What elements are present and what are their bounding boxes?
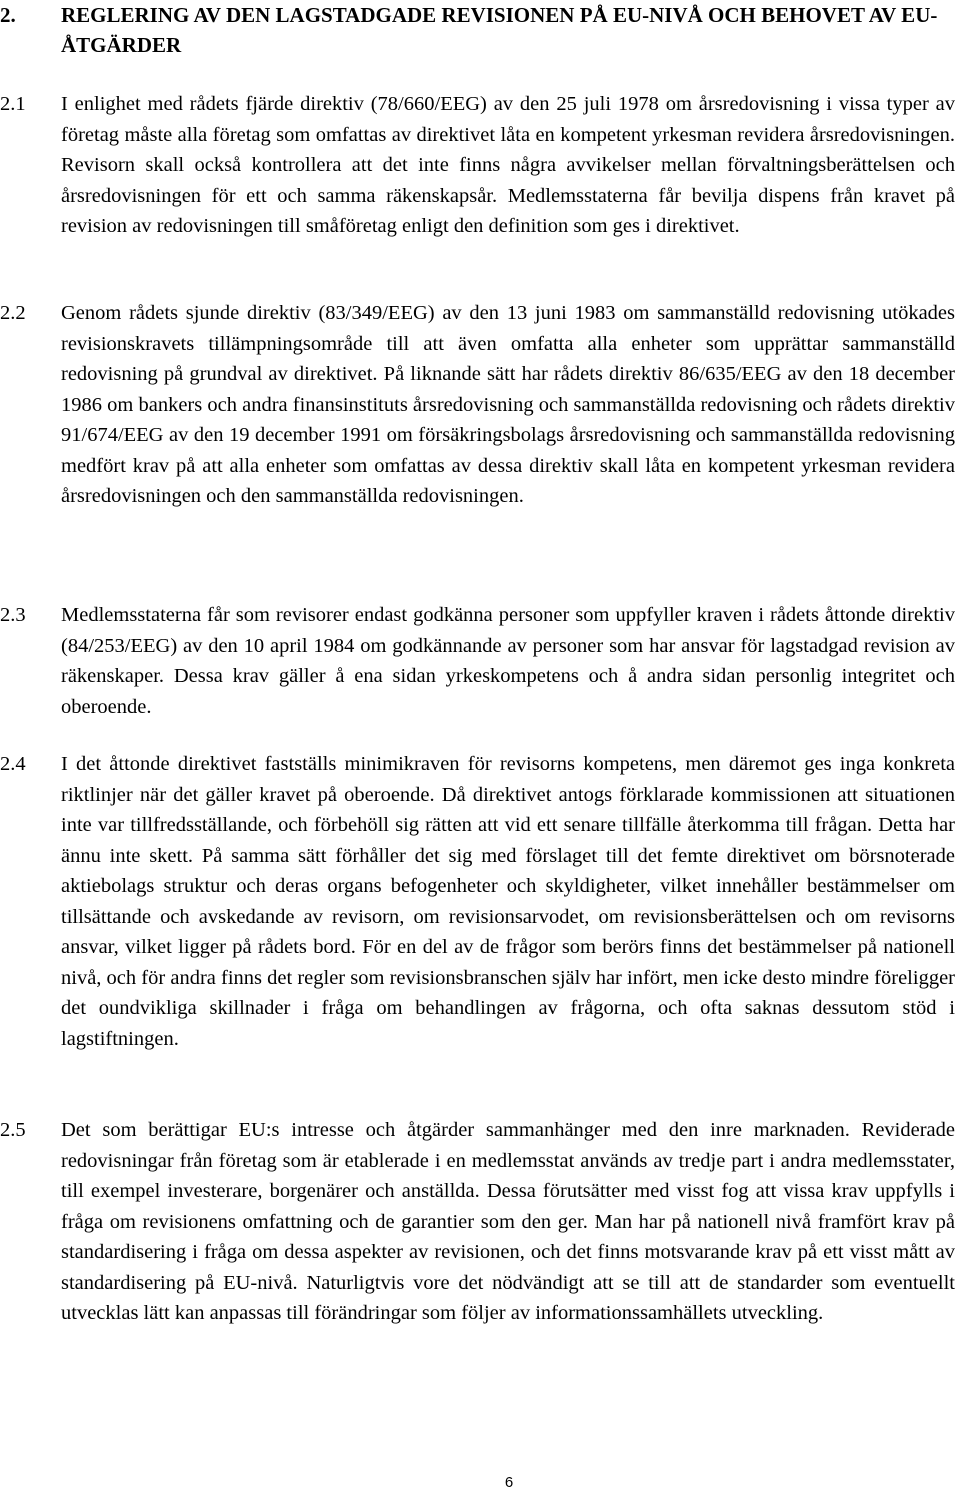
paragraph-number: 2.1	[0, 93, 26, 115]
paragraph-text: Medlemsstaterna får som revisorer endast godkänna personer som uppfyller kraven i rådets åttonde direktiv (84/253/EEG) av den 10 april 1984 om godkännande av personer som har ansvar för lagstadgad revision av räkenskaper. Dessa krav gäller å ena sidan yrkeskompetens och å andra sidan personlig integritet och oberoende.	[61, 604, 955, 718]
page-number: 6	[504, 1474, 514, 1491]
section-heading	[0, 0, 955, 60]
paragraph-2-5	[0, 1115, 955, 1329]
paragraph-number: 2.4	[0, 753, 26, 775]
paragraph-2-3	[0, 600, 955, 722]
paragraph-number: 2.5	[0, 1119, 26, 1141]
paragraph-2-4	[0, 749, 955, 1054]
paragraph-number: 2.2	[0, 302, 26, 324]
paragraph-text: Genom rådets sjunde direktiv (83/349/EEG) av den 13 juni 1983 om sammanställd redovisning utökades revisionskravets tillämpningsområde till att även omfatta alla enheter som upprättar sammanställd redovisning på grundval av direktivet. På liknande sätt har rådets direktiv 86/635/EEG av den 18 december 1986 om bankers och andra finansinstituts årsredovisning och sammanställda redovisning och rådets direktiv 91/674/EEG av den 19 december 1991 om försäkringsbolags årsredovisning och sammanställda redovisning medfört krav på att alla enheter som omfattas av dessa direktiv skall låta en kompetent yrkesman revidera årsredovisningen och den sammanställda redovisningen.	[61, 302, 955, 507]
paragraph-2-1	[0, 89, 955, 242]
paragraph-number: 2.3	[0, 604, 26, 626]
paragraph-text: I det åttonde direktivet fastställs minimikraven för revisorns kompetens, men däremot ges inga konkreta riktlinjer när det gäller kravet på oberoende. Då direktivet antogs förklarade kommissionen att situationen inte var tillfredsställande, och förbehöll sig rätten att vid ett senare tillfälle återkomma till frågan. Detta har ännu inte skett. På samma sätt förhåller det sig med förslaget till det femte direktivet om börsnoterade aktiebolags struktur och deras organs befogenheter och skyldigheter, vilket innehåller bestämmelser om tillsättande och avskedande av revisorn, om revisionsarvodet, om revisionsberättelsen och om revisorns ansvar, vilket ligger på rådets bord. För en del av de frågor som berörs finns det bestämmelser på nationell nivå, och för andra finns det regler som revisionsbranschen själv har infört, men icke desto mindre föreligger det oundvikliga skillnader i fråga om behandlingen av frågorna, och ofta saknas dessutom stöd i lagstiftningen.	[61, 753, 955, 1050]
heading-number: 2.	[0, 3, 16, 27]
paragraph-text: Det som berättigar EU:s intresse och åtgärder sammanhänger med den inre marknaden. Reviderade redovisningar från företag som är etablerade i en medlemsstat används av tredje part i andra medlemsstater, till exempel investerare, borgenärer och anställda. Dessa förutsätter med visst fog att vissa krav uppfylls i fråga om revisionens omfattning och de garantier som den ger. Man har på nationell nivå framfört krav på standardisering i fråga om dessa aspekter av revisionen, och det finns motsvarande krav på ett visst mått av standardisering på EU-nivå. Naturligtvis vore det nödvändigt att se till att de standarder som eventuellt utvecklas lätt kan anpassas till förändringar som följer av informationssamhällets utveckling.	[61, 1119, 955, 1324]
heading-title: REGLERING AV DEN LAGSTADGADE REVISIONEN PÅ EU-NIVÅ OCH BEHOVET AV EU-ÅTGÄRDER	[61, 3, 938, 57]
paragraph-2-2	[0, 298, 955, 512]
paragraph-text: I enlighet med rådets fjärde direktiv (78/660/EEG) av den 25 juli 1978 om årsredovisning i vissa typer av företag måste alla företag som omfattas av direktivet låta en kompetent yrkesman revidera årsredovisningen. Revisorn skall också kontrollera att det inte finns några avvikelser mellan förvaltningsberättelsen och årsredovisningen för ett och samma räkenskapsår. Medlemsstaterna får bevilja dispens från kravet på revision av redovisningen till småföretag enligt den definition som ges i direktivet.	[61, 93, 955, 237]
